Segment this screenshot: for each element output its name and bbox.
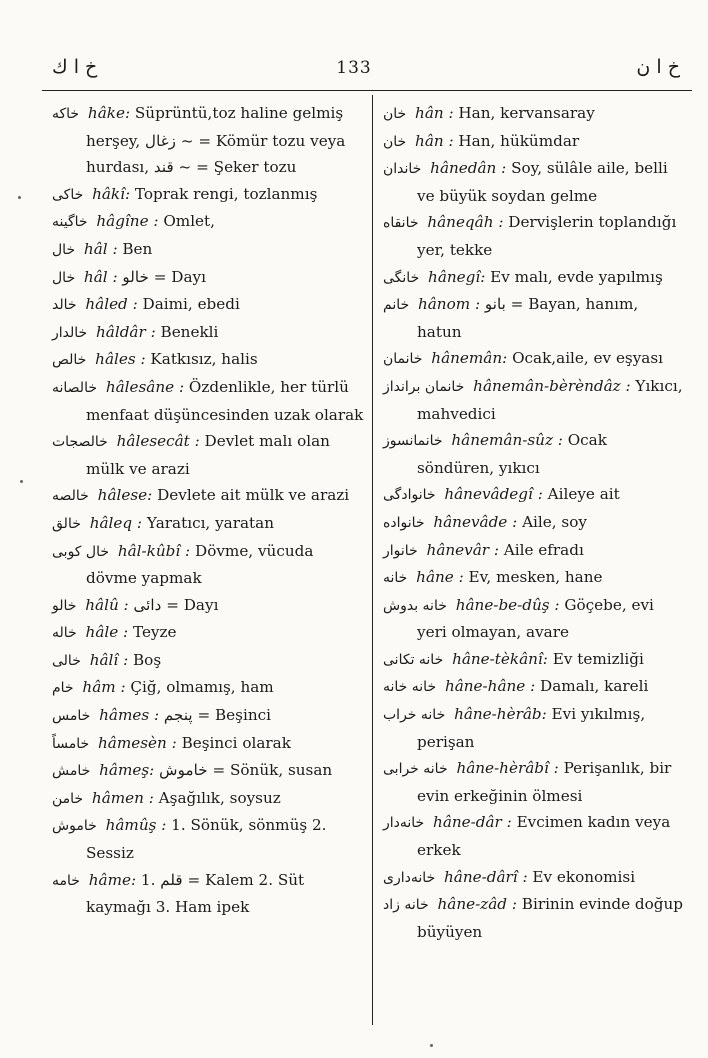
entry-headword: hâmûş : [105, 816, 167, 835]
entry-headword: hâlû : [85, 595, 129, 614]
entry-definition: Boş [128, 650, 162, 669]
dictionary-entry [383, 701, 687, 755]
dictionary-entry [383, 592, 687, 646]
entry-definition: Benekli [155, 322, 219, 341]
dictionary-entry [383, 209, 687, 263]
dictionary-entry [52, 867, 364, 921]
entry-definition: Devlete ait mülk ve arazi [152, 486, 350, 505]
entry-definition: Dövme, vücuda dövme yapmak [86, 541, 314, 588]
dictionary-entry [383, 564, 687, 592]
entry-headword: hâme: [88, 870, 137, 889]
entry-definition: Aile efradı [498, 540, 584, 559]
entry-arabic-script: خانگی [383, 269, 420, 286]
speck [18, 196, 21, 199]
entry-arabic-script: خاندان [383, 161, 422, 178]
dictionary-entry [383, 864, 687, 892]
entry-arabic-script: خالد [52, 297, 77, 314]
entry-definition: Süprüntü,toz haline gelmiş herşey, زغال ~ = Kömür tozu veya hurdası, قند ~ = Şeker tozu [86, 104, 346, 177]
dictionary-entry [52, 619, 364, 647]
entry-definition: Ev temizliği [547, 649, 644, 668]
entry-arabic-script: خانمانسوز [383, 433, 443, 450]
dictionary-entry [383, 509, 687, 537]
dictionary-entry [52, 346, 364, 374]
entry-definition: خالو = Dayı [117, 267, 206, 286]
entry-headword: hânemân-sûz : [451, 431, 563, 450]
dictionary-entry [52, 812, 364, 866]
entry-headword: hâne-hèrâb: [454, 705, 547, 724]
dictionary-entry [383, 345, 687, 373]
entry-headword: hâlese: [97, 486, 153, 505]
entry-definition: Devlet malı olan mülk ve arazi [86, 432, 330, 478]
entry-headword: hâle : [85, 623, 129, 642]
entry-arabic-script: خانوار [383, 542, 418, 559]
entry-arabic-script: خالصه [52, 488, 89, 505]
entry-arabic-script: خان [383, 106, 407, 122]
entry-arabic-script: خانه‌دار [383, 815, 425, 832]
header-letters-right: خ ا ن [636, 56, 680, 78]
entry-headword: hâne-hâne : [444, 677, 536, 696]
entry-definition: Perişanlık, bir evin erkeğinin ölmesi [417, 759, 672, 805]
entry-arabic-script: خانه خرابی [383, 761, 448, 778]
entry-headword: hâgîne : [96, 212, 159, 231]
entry-definition: Göçebe, evi yeri olmayan, avare [417, 595, 654, 642]
dictionary-entry [383, 481, 687, 509]
entry-definition: Teyze [128, 623, 177, 642]
entry-arabic-script: خاكی [52, 186, 84, 203]
dictionary-entry [52, 510, 364, 538]
entry-definition: Aile, soy [517, 512, 587, 531]
entry-definition: Yıkıcı, mahvedici [417, 376, 683, 423]
entry-headword: hân : [415, 104, 454, 122]
entry-headword: hâl : [83, 267, 118, 286]
entry-headword: hân : [415, 131, 454, 150]
entry-arabic-script: خالی [52, 652, 81, 669]
dictionary-entry [52, 674, 364, 702]
dictionary-entry [383, 755, 687, 809]
entry-arabic-script: خال [52, 241, 76, 258]
dictionary-entry [52, 482, 364, 510]
entry-definition: Birinin evinde doğup büyüyen [417, 895, 684, 941]
dictionary-entry [52, 538, 364, 592]
page-number: 133 [336, 58, 372, 78]
entry-headword: hâne-be-dûş : [455, 595, 560, 614]
entry-headword: hâne-hèrâbî : [456, 759, 559, 778]
dictionary-entry [52, 208, 364, 236]
entry-headword: hâl : [83, 239, 118, 258]
entry-arabic-script: خانه تكانی [383, 651, 444, 668]
dictionary-entry [52, 100, 364, 181]
entry-headword: hâne-zâd : [437, 895, 517, 914]
dictionary-entry [383, 128, 687, 156]
entry-headword: hâne-dâr : [433, 813, 512, 832]
entry-headword: hâmes : [99, 706, 160, 725]
entry-arabic-script: خاگینه [52, 214, 88, 231]
dictionary-entry [52, 428, 364, 482]
entry-definition: Dervişlerin toplandığı yer, tekke [417, 213, 677, 259]
dictionary-entry [383, 809, 687, 863]
dictionary-entry [383, 673, 687, 701]
dictionary-entry [52, 264, 364, 292]
dictionary-entry [383, 155, 687, 209]
entry-arabic-script: خام [52, 680, 74, 697]
entry-arabic-script: خال كوبی [52, 543, 110, 560]
entry-definition: پنجم = Beşinci [159, 706, 271, 725]
entry-definition: 1. Sönük, sönmüş 2. Sessiz [86, 816, 327, 863]
entry-definition: Evcimen kadın veya erkek [417, 813, 671, 860]
entry-definition: Yaratıcı, yaratan [142, 513, 274, 532]
entry-headword: hânom : [417, 295, 481, 314]
dictionary-entry [383, 646, 687, 674]
entry-definition: Özdenlikle, her türlü menfaat düşüncesinden uzak olarak [86, 377, 364, 424]
entry-definition: Evi yıkılmış, perişan [417, 705, 646, 751]
entry-headword: hânevâdegî : [444, 485, 543, 504]
entry-headword: hâlesâne : [105, 377, 185, 396]
entry-arabic-script: خانه خانه [383, 679, 437, 696]
entry-definition: دائی = Dayı [128, 595, 219, 614]
entry-arabic-script: خانه خراب [383, 707, 446, 724]
entry-arabic-script: خامش [52, 763, 91, 780]
entry-headword: hâne-tèkânî: [452, 649, 548, 668]
dictionary-entry [383, 427, 687, 481]
entry-arabic-script: خاكه [52, 106, 80, 122]
entry-headword: hâldâr : [96, 322, 156, 341]
entry-headword: hâneqâh : [427, 213, 504, 232]
entry-arabic-script: خانوادگی [383, 487, 436, 504]
entry-headword: hâmen : [91, 788, 154, 807]
dictionary-entry [52, 702, 364, 730]
entry-definition: Aşağılık, soysuz [153, 788, 281, 807]
entry-arabic-script: خانمان [383, 351, 423, 368]
entry-arabic-script: خامن [52, 790, 84, 807]
entry-definition: Ocak söndüren, yıkıcı [417, 431, 607, 477]
dictionary-entry [52, 647, 364, 675]
entry-definition: Beşinci olarak [176, 733, 291, 752]
entry-headword: hânedân : [430, 159, 507, 178]
entry-definition: Han, hükümdar [453, 131, 580, 150]
entry-arabic-script: خالو [52, 597, 77, 614]
entry-headword: hâles : [95, 350, 146, 369]
entry-arabic-script: خان [383, 133, 407, 150]
entry-definition: 1. قلم = Kalem 2. Süt kaymağı 3. Ham ipek [86, 870, 305, 917]
entry-arabic-script: خانواده [383, 514, 425, 531]
entry-definition: Katkısız, halis [145, 350, 258, 369]
entry-arabic-script: خانقاه [383, 215, 419, 232]
entry-arabic-script: خانه‌داری [383, 869, 436, 886]
entry-headword: hâmeş: [99, 761, 155, 780]
dictionary-entry [52, 236, 364, 264]
speck [20, 480, 23, 483]
entry-headword: hânemân-bèrèndâz : [473, 376, 631, 395]
entry-definition: Han, kervansaray [453, 104, 595, 122]
entry-headword: hâlesecât : [116, 432, 200, 451]
entry-definition: Damalı, kareli [535, 677, 649, 696]
entry-definition: Ocak,aile, ev eşyası [507, 349, 664, 368]
entry-arabic-script: خال [52, 269, 76, 286]
entry-definition: Çiğ, olmamış, ham [125, 678, 274, 697]
right-column [383, 100, 687, 945]
dictionary-entry [383, 537, 687, 565]
dictionary-entry [52, 592, 364, 620]
entry-definition: Daimi, ebedi [137, 295, 240, 314]
entry-arabic-script: خالق [52, 515, 81, 532]
entry-definition: خاموش = Sönük, susan [154, 761, 333, 780]
entry-headword: hâlî : [89, 650, 129, 669]
dictionary-entry [383, 291, 687, 345]
entry-arabic-script: خانه زاد [383, 897, 429, 914]
dictionary-entry [52, 291, 364, 319]
dictionary-entry [383, 100, 687, 128]
entry-arabic-script: خاموش [52, 818, 97, 835]
entry-headword: hânegî: [428, 267, 486, 286]
dictionary-entry [383, 373, 687, 427]
entry-arabic-script: خامس [52, 708, 91, 725]
entry-definition: Omlet, [158, 212, 215, 231]
entry-definition: Aileye ait [542, 485, 620, 504]
entry-arabic-script: خاله [52, 625, 77, 642]
dictionary-entry [52, 319, 364, 347]
entry-definition: Soy, sülâle aile, belli ve büyük soydan gelme [417, 159, 668, 205]
entry-arabic-script: خالصانه [52, 379, 97, 396]
entry-arabic-script: خالدار [52, 324, 88, 341]
entry-headword: hâke: [87, 104, 131, 122]
dictionary-entry [52, 785, 364, 813]
dictionary-entry [383, 264, 687, 292]
entry-arabic-script: خامه [52, 872, 80, 889]
entry-definition: Ben [117, 239, 153, 258]
entry-arabic-script: خالص [52, 352, 87, 369]
entry-definition: Ev ekonomisi [527, 867, 636, 886]
entry-headword: hânemân: [431, 349, 508, 368]
entry-headword: hâkî: [92, 184, 131, 203]
entry-definition: Ev malı, evde yapılmış [485, 267, 663, 286]
entry-arabic-script: خامساً [52, 735, 90, 752]
left-column [52, 100, 364, 921]
speck [430, 1044, 433, 1047]
entry-definition: Ev, mesken, hane [463, 568, 603, 587]
entry-headword: hâm : [82, 678, 126, 697]
entry-arabic-script: خانه [383, 570, 408, 587]
header-letters-left: خ ا ك [52, 56, 98, 78]
entry-headword: hâled : [85, 295, 138, 314]
dictionary-entry [52, 730, 364, 758]
entry-arabic-script: خانم [383, 297, 410, 314]
entry-arabic-script: خالصجات [52, 434, 108, 451]
entry-arabic-script: خانه بدوش [383, 597, 447, 614]
entry-headword: hâne : [416, 568, 464, 587]
entry-headword: hânevâr : [426, 540, 499, 559]
header-rule [42, 90, 692, 91]
entry-headword: hâleq : [89, 513, 143, 532]
column-divider [372, 95, 373, 1025]
entry-headword: hâmesèn : [98, 733, 177, 752]
dictionary-entry [52, 181, 364, 209]
entry-arabic-script: خانمان برانداز [383, 378, 465, 395]
entry-headword: hâl-kûbî : [117, 541, 191, 560]
entry-definition: Toprak rengi, tozlanmış [130, 184, 318, 203]
entry-headword: hânevâde : [433, 512, 518, 531]
dictionary-entry [52, 757, 364, 785]
dictionary-entry [383, 891, 687, 945]
dictionary-entry [52, 374, 364, 428]
entry-definition: بانو = Bayan, hanım, hatun [417, 295, 639, 341]
entry-headword: hâne-dârî : [444, 867, 528, 886]
